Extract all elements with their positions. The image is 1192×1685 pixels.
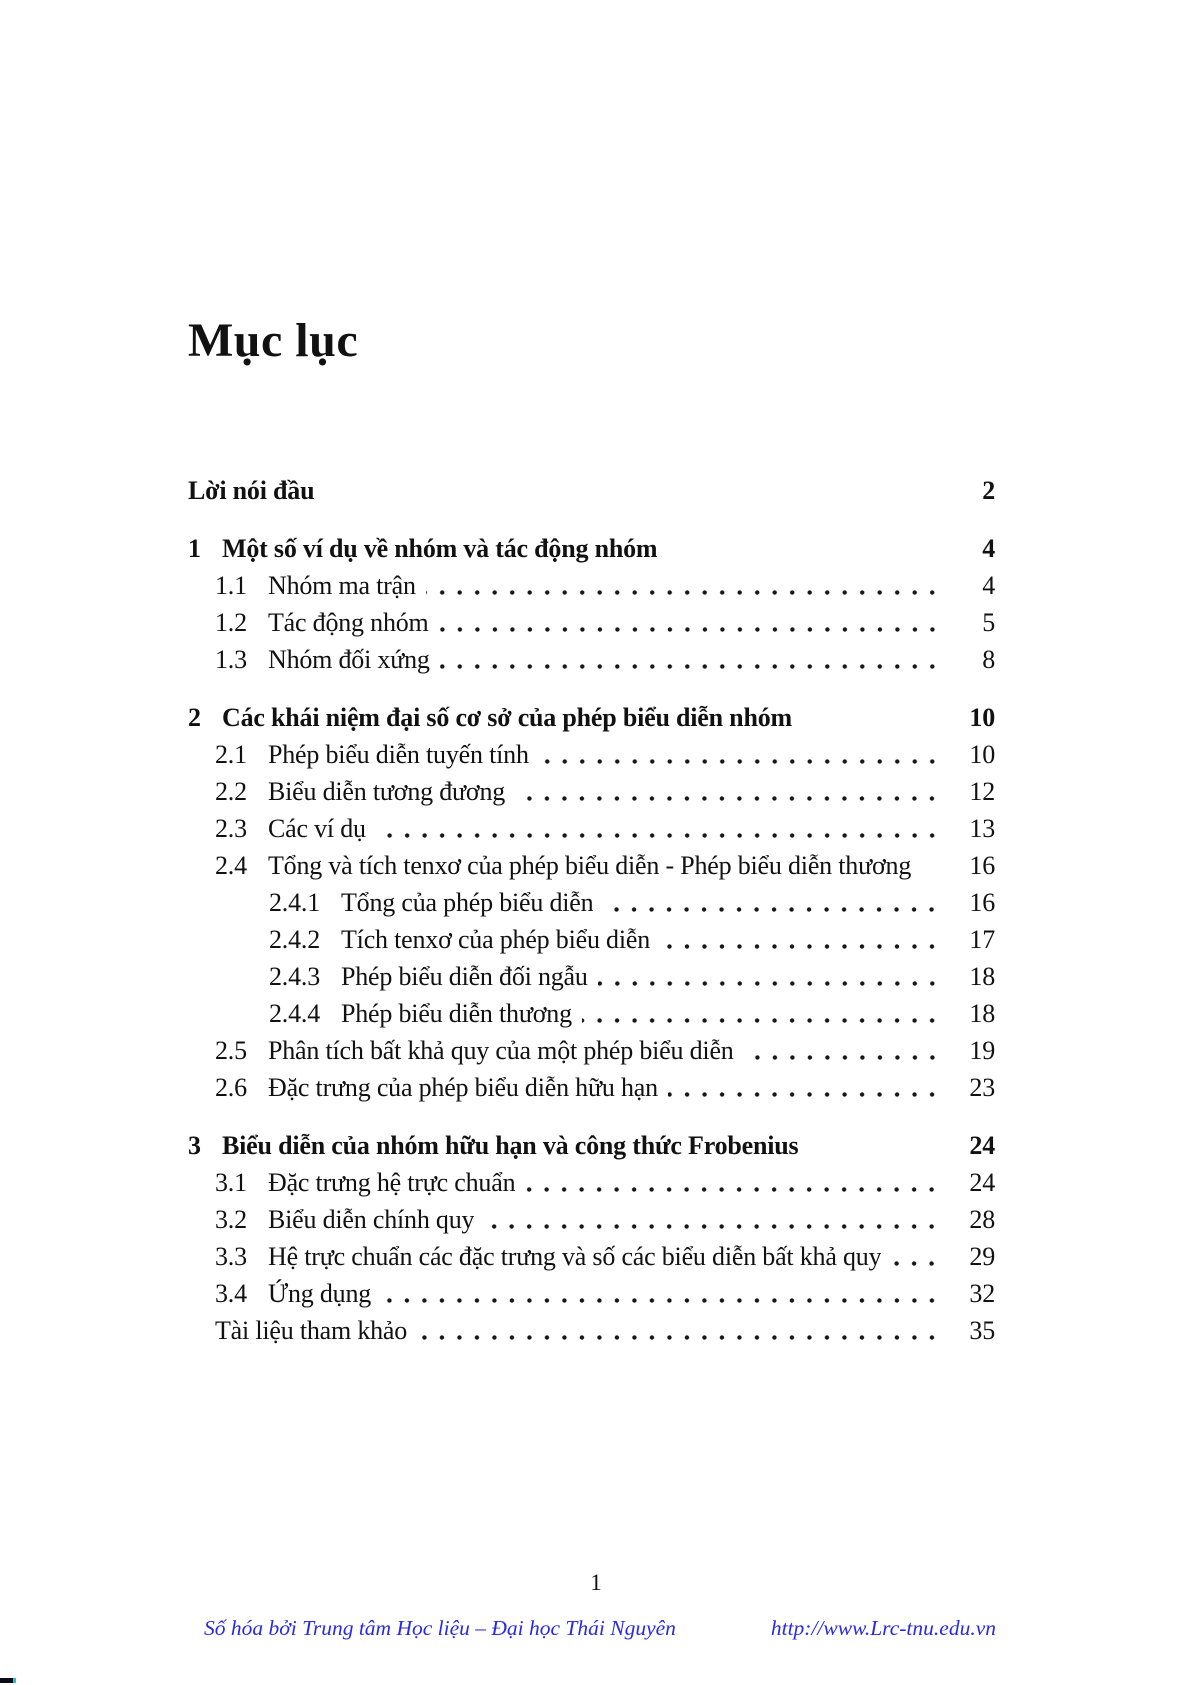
dot-leader [802,720,945,729]
toc-entry-label: Phép biểu diễn thương [341,999,572,1028]
toc-entry-number: 2.4.1 [269,888,321,917]
toc-entry [188,921,995,958]
dot-leader [808,1148,945,1157]
toc-entry [188,1312,995,1349]
toc-entry-page: 5 [982,608,995,637]
toc-entry-page: 4 [982,571,995,600]
toc-entry-label: Phép biểu diễn tuyến tính [268,740,529,769]
dot-leader [440,662,945,671]
toc-entry-label: Hệ trực chuẩn các đặc trưng và số các biểu diễn bất khả quy [268,1242,882,1271]
toc-entry-page: 19 [969,1036,995,1065]
toc-entry-label: Tác động nhóm [268,608,429,637]
toc-entry [188,1238,995,1275]
toc-entry-page: 10 [969,740,995,769]
toc-entry-number: 1.2 [215,608,247,637]
toc-entry-page: 16 [969,851,995,880]
dot-leader [439,625,945,634]
dot-leader [525,1185,945,1194]
footer-attribution: Số hóa bởi Trung tâm Học liệu – Đại học Thái Nguyên [204,1616,676,1640]
toc-entry-page: 24 [969,1131,995,1160]
toc-entry-number: 3 [188,1131,201,1160]
toc-entry-number: 3.4 [215,1279,247,1308]
toc-entry-page: 8 [982,645,995,674]
toc-entry [188,847,995,884]
dot-leader [515,794,945,803]
dot-leader [417,1333,945,1342]
dot-leader [603,905,945,914]
toc-entry-page: 10 [969,703,995,732]
toc-entry-page: 2 [982,476,995,505]
toc-entry [188,884,995,921]
dot-leader [891,1259,945,1268]
toc-entry-page: 32 [969,1279,995,1308]
toc-entry-label: Tổng và tích tenxơ của phép biểu diễn - Phép biểu diễn thương [268,851,912,880]
dot-leader [660,942,945,951]
toc-entry-page: 23 [969,1073,995,1102]
toc-entry-label: Biểu diễn tương đương [268,777,506,806]
toc-entry-label: Một số ví dụ về nhóm và tác động nhóm [222,534,658,563]
toc-entry-number: 2.3 [215,814,247,843]
toc-entry-number: 2 [188,703,201,732]
toc-entry-number: 2.5 [215,1036,247,1065]
toc-entry-label: Nhóm ma trận [268,571,416,600]
toc-entry-number: 3.1 [215,1168,247,1197]
toc-entry [188,472,995,509]
toc-entry-number: 1.3 [215,645,247,674]
toc-entry-number: 3.2 [215,1205,247,1234]
toc-entry-label: Các khái niệm đại số cơ sở của phép biểu diễn nhóm [222,703,792,732]
toc-entry [188,1164,995,1201]
toc-entry-page: 13 [969,814,995,843]
toc-entry-number: 2.1 [215,740,247,769]
toc-entry-label: Biểu diễn của nhóm hữu hạn và công thức Frobenius [222,1131,799,1160]
toc-entry [188,641,995,678]
scan-artifact-tip [13,1678,16,1683]
toc-entry-number: 1.1 [215,571,247,600]
toc-entry-label: Tài liệu tham khảo [215,1316,408,1345]
dot-leader [598,979,945,988]
toc-entry-label: Phân tích bất khả quy của một phép biểu diễn [268,1036,734,1065]
dot-leader [376,831,945,840]
footer-url-link[interactable]: http://www.Lrc-tnu.edu.vn [770,1616,996,1640]
toc-entry-number: 2.4.2 [269,925,321,954]
toc-entry-page: 28 [969,1205,995,1234]
toc-entry [188,1201,995,1238]
toc-entry [188,995,995,1032]
toc-entry [188,1127,995,1164]
toc-entry-number: 2.4 [215,851,247,880]
toc-entry [188,736,995,773]
toc-entry [188,958,995,995]
toc-entry-label: Đặc trưng hệ trực chuẩn [268,1168,516,1197]
page-title: Mục lục [188,314,359,367]
toc-entry [188,604,995,641]
toc-entry-number: 2.4.3 [269,962,321,991]
toc-entry-number: 1 [188,534,201,563]
dot-leader [744,1053,945,1062]
dot-leader [582,1016,945,1025]
toc-entry-label: Tổng của phép biểu diễn [341,888,594,917]
toc-entry-label: Lời nói đầu [188,476,315,505]
scan-artifact-mark [0,1678,13,1683]
table-of-contents [188,472,995,1349]
toc-entry-label: Ứng dụng [268,1279,372,1308]
toc-entry [188,530,995,567]
toc-entry-label: Biểu diễn chính quy [268,1205,475,1234]
toc-entry-number: 2.2 [215,777,247,806]
dot-leader [667,551,945,560]
dot-leader [426,588,945,597]
toc-entry-number: 3.3 [215,1242,247,1271]
toc-entry-label: Các ví dụ [268,814,366,843]
dot-leader [324,493,945,502]
toc-entry-number: 2.4.4 [269,999,321,1028]
toc-entry-page: 24 [969,1168,995,1197]
toc-entry-page: 18 [969,999,995,1028]
toc-entry-label: Phép biểu diễn đối ngẫu [341,962,588,991]
toc-entry [188,1275,995,1312]
toc-entry-page: 16 [969,888,995,917]
dot-leader [921,868,945,877]
dot-leader [484,1222,945,1231]
toc-entry-page: 12 [969,777,995,806]
toc-entry [188,699,995,736]
toc-entry [188,773,995,810]
toc-entry [188,567,995,604]
toc-entry [188,1069,995,1106]
toc-entry-page: 29 [969,1242,995,1271]
toc-entry-label: Đặc trưng của phép biểu diễn hữu hạn [268,1073,658,1102]
toc-entry-page: 35 [969,1316,995,1345]
toc-entry-page: 17 [969,925,995,954]
toc-entry-page: 18 [969,962,995,991]
toc-entry-page: 4 [982,534,995,563]
footer [204,1616,996,1641]
dot-leader [381,1296,945,1305]
toc-entry [188,810,995,847]
dot-leader [668,1090,945,1099]
toc-entry-number: 2.6 [215,1073,247,1102]
page-number: 1 [590,1570,602,1595]
toc-entry-label: Tích tenxơ của phép biểu diễn [341,925,651,954]
dot-leader [539,757,945,766]
toc-entry-label: Nhóm đối xứng [268,645,430,674]
toc-entry [188,1032,995,1069]
